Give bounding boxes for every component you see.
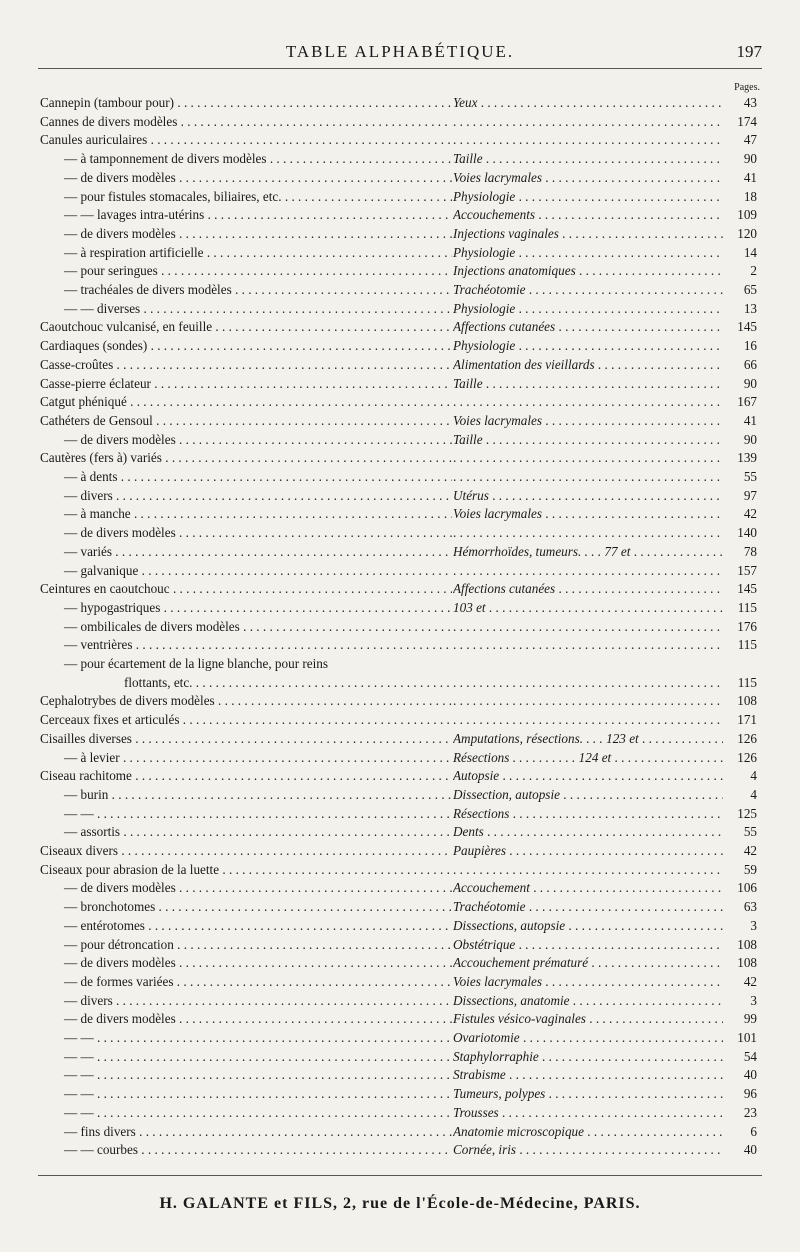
entry-term: — de divers modèles . . . bbox=[40, 1010, 452, 1029]
index-row bbox=[0, 169, 800, 188]
entry-reference bbox=[453, 711, 723, 730]
entry-page: 145 bbox=[737, 319, 757, 335]
entry-page: 54 bbox=[743, 1048, 757, 1064]
index-row bbox=[0, 300, 800, 319]
entry-reference: Dents . . . bbox=[453, 823, 723, 842]
entry-page: 90 bbox=[743, 431, 757, 447]
index-row bbox=[0, 823, 800, 842]
entry-page: 63 bbox=[743, 899, 757, 915]
index-row bbox=[0, 711, 800, 730]
entry-term: — fins divers . . . bbox=[40, 1123, 452, 1142]
index-row bbox=[0, 468, 800, 487]
entry-term: — ombilicales de divers modèles . . . bbox=[40, 618, 452, 637]
entry-term: — hypogastriques . . . bbox=[40, 599, 452, 618]
entry-page: 108 bbox=[737, 936, 757, 952]
entry-reference bbox=[453, 861, 723, 880]
entry-page: 2 bbox=[750, 263, 757, 279]
entry-page: 59 bbox=[743, 861, 757, 877]
entry-page: 3 bbox=[750, 917, 757, 933]
entry-page: 55 bbox=[743, 824, 757, 840]
entry-reference: Physiologie . . . bbox=[453, 188, 723, 207]
index-row bbox=[0, 1029, 800, 1048]
entry-page: 139 bbox=[737, 450, 757, 466]
entry-term: — à dents . . . bbox=[40, 468, 452, 487]
index-row bbox=[0, 1123, 800, 1142]
entry-reference: Paupières . . . bbox=[453, 842, 723, 861]
entry-term: Cardiaques (sondes) . . . bbox=[40, 337, 452, 356]
entry-reference: Injections vaginales . . . bbox=[453, 225, 723, 244]
entry-page: 96 bbox=[743, 1086, 757, 1102]
entry-reference: Staphylorraphie . . . bbox=[453, 1048, 723, 1067]
index-row bbox=[0, 1048, 800, 1067]
entry-reference: Dissections, autopsie . . . bbox=[453, 917, 723, 936]
index-row bbox=[0, 599, 800, 618]
entry-reference bbox=[453, 692, 723, 711]
index-row bbox=[0, 150, 800, 169]
index-row bbox=[0, 936, 800, 955]
entry-term: — pour seringues . . . bbox=[40, 262, 452, 281]
entry-reference: Taille . . . bbox=[453, 150, 723, 169]
entry-term: — — . . . bbox=[40, 1085, 452, 1104]
entry-reference: Trousses . . . bbox=[453, 1104, 723, 1123]
entry-reference: Accouchements . . . bbox=[453, 206, 723, 225]
index-row bbox=[0, 655, 800, 674]
entry-page: 42 bbox=[743, 973, 757, 989]
entry-page: 97 bbox=[743, 487, 757, 503]
entry-term: Ciseaux pour abrasion de la luette . . . bbox=[40, 861, 452, 880]
entry-term: Cathéters de Gensoul . . . bbox=[40, 412, 452, 431]
entry-term: — — . . . bbox=[40, 805, 452, 824]
entry-page: 90 bbox=[743, 151, 757, 167]
entry-reference: Résections . . . . . . . . . . 124 et . . . bbox=[453, 749, 723, 768]
entry-reference: Obstétrique . . . bbox=[453, 936, 723, 955]
index-row bbox=[0, 113, 800, 132]
entry-term: — — diverses . . . bbox=[40, 300, 452, 319]
entry-term: Caoutchouc vulcanisé, en feuille . . . bbox=[40, 318, 452, 337]
entry-term: — de divers modèles . . . bbox=[40, 879, 452, 898]
entry-page: 174 bbox=[737, 113, 757, 129]
entry-term: Ciseaux divers . . . bbox=[40, 842, 452, 861]
index-row bbox=[0, 337, 800, 356]
entry-term: — entérotomes . . . bbox=[40, 917, 452, 936]
entry-page: 109 bbox=[737, 207, 757, 223]
entry-reference: Accouchement . . . bbox=[453, 879, 723, 898]
entry-reference: 103 et . . . bbox=[453, 599, 723, 618]
index-row bbox=[0, 749, 800, 768]
index-row bbox=[0, 674, 800, 693]
entry-reference: Affections cutanées . . . bbox=[453, 318, 723, 337]
footer-divider bbox=[38, 1175, 762, 1176]
entry-term: — de divers modèles . . . bbox=[40, 225, 452, 244]
entry-page: 42 bbox=[743, 506, 757, 522]
entry-term: — ventrières . . . bbox=[40, 636, 452, 655]
entry-reference: Résections . . . bbox=[453, 805, 723, 824]
entry-term: Casse-croûtes . . . bbox=[40, 356, 452, 375]
entry-reference: Physiologie . . . bbox=[453, 337, 723, 356]
entry-term: — galvanique . . . bbox=[40, 562, 452, 581]
entry-page: 176 bbox=[737, 618, 757, 634]
page-title: TABLE ALPHABÉTIQUE. bbox=[285, 42, 515, 61]
entry-page: 23 bbox=[743, 1104, 757, 1120]
entry-page: 4 bbox=[750, 786, 757, 802]
entry-reference: Voies lacrymales . . . bbox=[453, 169, 723, 188]
entry-reference bbox=[453, 113, 723, 132]
index-row bbox=[0, 225, 800, 244]
entry-reference: Fistules vésico-vaginales . . . bbox=[453, 1010, 723, 1029]
index-row bbox=[0, 973, 800, 992]
entry-term: — pour écartement de la ligne blanche, pour reins bbox=[64, 656, 329, 671]
entry-term: Cannes de divers modèles . . . bbox=[40, 113, 452, 132]
entry-term: Casse-pierre éclateur . . . bbox=[40, 375, 452, 394]
entry-term: — — lavages intra-utérins . . . bbox=[40, 206, 452, 225]
index-row bbox=[0, 318, 800, 337]
entry-term: — — . . . bbox=[40, 1048, 452, 1067]
index-row bbox=[0, 1066, 800, 1085]
entry-reference bbox=[453, 468, 723, 487]
entry-page: 6 bbox=[750, 1123, 757, 1139]
entry-term: Ceintures en caoutchouc . . . bbox=[40, 580, 452, 599]
entry-term: Cerceaux fixes et articulés . . . bbox=[40, 711, 452, 730]
entry-term: — variés . . . bbox=[40, 543, 452, 562]
entry-page: 115 bbox=[737, 674, 757, 690]
entry-page: 157 bbox=[737, 562, 757, 578]
index-row bbox=[0, 393, 800, 412]
entry-page: 78 bbox=[743, 543, 757, 559]
entry-page: 3 bbox=[750, 992, 757, 1008]
index-row bbox=[0, 730, 800, 749]
entry-term: — à tamponnement de divers modèles . . . bbox=[40, 150, 452, 169]
entry-term: — pour fistules stomacales, biliaires, etc. . . . bbox=[40, 188, 452, 207]
entry-page: 115 bbox=[737, 637, 757, 653]
entry-reference: Alimentation des vieillards . . . bbox=[453, 356, 723, 375]
entry-reference: Dissection, autopsie . . . bbox=[453, 786, 723, 805]
entry-reference: Amputations, résections. . . . 123 et . . . bbox=[453, 730, 723, 749]
entry-reference: Voies lacrymales . . . bbox=[453, 973, 723, 992]
index-row bbox=[0, 524, 800, 543]
entry-reference bbox=[453, 524, 723, 543]
pages-column-label: Pages. bbox=[734, 82, 760, 93]
entry-page: 126 bbox=[737, 749, 757, 765]
entry-page: 90 bbox=[743, 375, 757, 391]
entry-term: — — . . . bbox=[40, 1104, 452, 1123]
index-row bbox=[0, 1104, 800, 1123]
index-row bbox=[0, 244, 800, 263]
entry-reference: Taille . . . bbox=[453, 375, 723, 394]
entry-term: — trachéales de divers modèles . . . bbox=[40, 281, 452, 300]
entry-page: 14 bbox=[743, 244, 757, 260]
entry-page: 140 bbox=[737, 525, 757, 541]
entry-reference: Trachéotomie . . . bbox=[453, 281, 723, 300]
entry-term: — de divers modèles . . . bbox=[40, 954, 452, 973]
index-row bbox=[0, 898, 800, 917]
page-number: 197 bbox=[736, 42, 762, 61]
entry-page: 126 bbox=[737, 730, 757, 746]
entry-reference bbox=[453, 562, 723, 581]
entry-reference: Cornée, iris . . . bbox=[453, 1141, 723, 1160]
entry-term: Cisailles diverses . . . bbox=[40, 730, 452, 749]
entry-reference: Tumeurs, polypes . . . bbox=[453, 1085, 723, 1104]
entry-page: 43 bbox=[743, 95, 757, 110]
entry-term: Ciseau rachitome . . . bbox=[40, 767, 452, 786]
index-row bbox=[0, 375, 800, 394]
entry-term: Cannepin (tambour pour) . . . bbox=[40, 94, 452, 113]
entry-page: 108 bbox=[737, 955, 757, 971]
entry-page: 13 bbox=[743, 300, 757, 316]
entry-term: Catgut phéniqué . . . bbox=[40, 393, 452, 412]
index-row bbox=[0, 1085, 800, 1104]
index-row bbox=[0, 580, 800, 599]
index-row bbox=[0, 487, 800, 506]
entry-reference bbox=[453, 674, 723, 693]
entry-page: 16 bbox=[743, 338, 757, 354]
index-row bbox=[0, 954, 800, 973]
entry-page: 65 bbox=[743, 282, 757, 297]
index-row bbox=[0, 861, 800, 880]
index-row bbox=[0, 562, 800, 581]
header-divider bbox=[38, 68, 762, 69]
entry-term: — à respiration artificielle . . . bbox=[40, 244, 452, 263]
entry-reference: Physiologie . . . bbox=[453, 300, 723, 319]
entry-page: 99 bbox=[743, 1011, 757, 1027]
entry-reference: Physiologie . . . bbox=[453, 244, 723, 263]
entry-term: Canules auriculaires . . . bbox=[40, 131, 452, 150]
entry-term: — — . . . bbox=[40, 1066, 452, 1085]
index-row bbox=[0, 917, 800, 936]
entry-page: 41 bbox=[743, 169, 757, 185]
index-row bbox=[0, 842, 800, 861]
index-row bbox=[0, 262, 800, 281]
index-row bbox=[0, 879, 800, 898]
entry-term: — — courbes . . . bbox=[40, 1141, 452, 1160]
entry-reference: Strabisme . . . bbox=[453, 1066, 723, 1085]
entry-term: — à manche . . . bbox=[40, 505, 452, 524]
entry-reference: Dissections, anatomie . . . bbox=[453, 992, 723, 1011]
publisher-footer: H. GALANTE et FILS, 2, rue de l'École-de-Médecine, PARIS. bbox=[159, 1195, 641, 1212]
entry-page: 120 bbox=[737, 225, 757, 241]
entry-reference: Utérus . . . bbox=[453, 487, 723, 506]
index-row bbox=[0, 188, 800, 207]
entry-term: — divers . . . bbox=[40, 992, 452, 1011]
entry-term: Cephalotrybes de divers modèles . . . bbox=[40, 692, 452, 711]
entry-reference: Taille . . . bbox=[453, 431, 723, 450]
entry-reference: Anatomie microscopique . . . bbox=[453, 1123, 723, 1142]
entry-reference: Autopsie . . . bbox=[453, 767, 723, 786]
entry-term: — de divers modèles . . . bbox=[40, 524, 452, 543]
entry-reference: Accouchement prématuré . . . bbox=[453, 954, 723, 973]
index-row bbox=[0, 692, 800, 711]
entry-page: 41 bbox=[743, 412, 757, 428]
entry-reference: Trachéotomie . . . bbox=[453, 898, 723, 917]
entry-reference bbox=[453, 131, 723, 150]
entry-term: — de divers modèles . . . bbox=[40, 169, 452, 188]
index-row bbox=[0, 543, 800, 562]
entry-term: — divers . . . bbox=[40, 487, 452, 506]
index-row bbox=[0, 1141, 800, 1160]
index-row bbox=[0, 206, 800, 225]
index-row bbox=[0, 412, 800, 431]
index-row bbox=[0, 449, 800, 468]
index-row bbox=[0, 618, 800, 637]
index-row bbox=[0, 431, 800, 450]
entry-page: 167 bbox=[737, 394, 757, 410]
entry-page: 42 bbox=[743, 843, 757, 858]
index-row bbox=[0, 767, 800, 786]
entry-page: 115 bbox=[737, 599, 757, 615]
entry-reference bbox=[453, 636, 723, 655]
entry-reference: Affections cutanées . . . bbox=[453, 580, 723, 599]
entry-page: 55 bbox=[743, 469, 757, 484]
entry-term: — burin . . . bbox=[40, 786, 452, 805]
entry-page: 145 bbox=[737, 581, 757, 597]
entry-term: — à levier . . . bbox=[40, 749, 452, 768]
index-row bbox=[0, 805, 800, 824]
entry-reference: Hémorrhoïdes, tumeurs. . . . 77 et . . . bbox=[453, 543, 723, 562]
entry-term: Cautères (fers à) variés . . . bbox=[40, 449, 452, 468]
entry-page: 108 bbox=[737, 693, 757, 709]
entry-page: 66 bbox=[743, 356, 757, 372]
entry-page: 171 bbox=[737, 712, 757, 728]
index-row bbox=[0, 636, 800, 655]
entry-page: 106 bbox=[737, 880, 757, 896]
entry-page: 47 bbox=[743, 132, 757, 148]
index-row bbox=[0, 94, 800, 113]
index-row bbox=[0, 1010, 800, 1029]
index-row bbox=[0, 505, 800, 524]
entry-page: 40 bbox=[743, 1142, 757, 1158]
entry-reference: Ovariotomie . . . bbox=[453, 1029, 723, 1048]
index-row bbox=[0, 281, 800, 300]
entry-reference: Voies lacrymales . . . bbox=[453, 412, 723, 431]
index-row bbox=[0, 356, 800, 375]
index-row bbox=[0, 786, 800, 805]
index-row bbox=[0, 992, 800, 1011]
entry-reference: Voies lacrymales . . . bbox=[453, 505, 723, 524]
entry-reference: Injections anatomiques . . . bbox=[453, 262, 723, 281]
entry-page: 40 bbox=[743, 1067, 757, 1083]
entry-term: flottants, etc. . . . bbox=[40, 674, 452, 693]
entry-page: 125 bbox=[737, 805, 757, 821]
entry-reference bbox=[453, 449, 723, 468]
entry-reference bbox=[453, 393, 723, 412]
entry-term: — — . . . bbox=[40, 1029, 452, 1048]
entry-term: — assortis . . . bbox=[40, 823, 452, 842]
entry-term: — bronchotomes . . . bbox=[40, 898, 452, 917]
index-row bbox=[0, 131, 800, 150]
entry-term: — pour détroncation . . . bbox=[40, 936, 452, 955]
entry-reference: Yeux . . . bbox=[453, 94, 723, 113]
entry-page: 18 bbox=[743, 188, 757, 204]
entry-term: — de formes variées . . . bbox=[40, 973, 452, 992]
entry-page: 101 bbox=[737, 1030, 757, 1045]
entry-page: 4 bbox=[750, 768, 757, 784]
entry-reference bbox=[453, 618, 723, 637]
entry-term: — de divers modèles . . . bbox=[40, 431, 452, 450]
